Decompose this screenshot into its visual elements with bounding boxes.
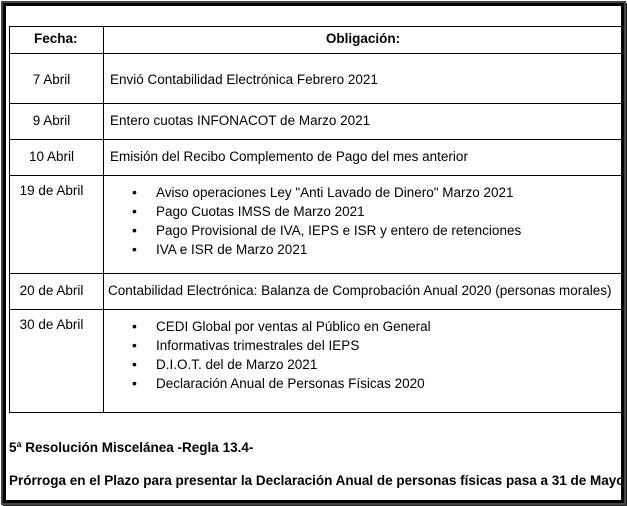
row-date: 7 Abril	[10, 54, 104, 104]
row-date: 19 de Abril	[10, 176, 104, 274]
obligations-table	[9, 26, 623, 413]
table-row	[10, 104, 623, 140]
rule-note: 5ª Resolución Miscelánea -Regla 13.4-	[9, 440, 254, 455]
table-row	[10, 54, 623, 104]
list-item: • D.I.O.T. del de Marzo 2021	[156, 355, 622, 374]
table-row	[10, 176, 623, 274]
row-obligation: Entero cuotas INFONACOT de Marzo 2021	[104, 104, 623, 140]
row-obligation-list	[104, 310, 623, 413]
list-item: • IVA e ISR de Marzo 2021	[156, 240, 622, 259]
table-row	[10, 310, 623, 413]
row-obligation-list	[104, 176, 623, 274]
list-item: • Declaración Anual de Personas Físicas 2020	[156, 374, 622, 393]
table-row	[10, 274, 623, 310]
row-obligation: Envió Contabilidad Electrónica Febrero 2021	[104, 54, 623, 104]
bullet-list	[104, 317, 622, 393]
bullet-list	[104, 183, 622, 259]
document-frame	[3, 3, 624, 503]
row-date: 30 de Abril	[10, 310, 104, 413]
extension-note: Prórroga en el Plazo para presentar la Declaración Anual de personas físicas pasa a 31 de Mayo	[9, 473, 625, 488]
header-obligation: Obligación:	[104, 27, 623, 54]
row-date: 10 Abril	[10, 140, 104, 176]
list-item: • Aviso operaciones Ley "Anti Lavado de Dinero" Marzo 2021	[156, 183, 622, 202]
row-obligation: Contabilidad Electrónica: Balanza de Comprobación Anual 2020 (personas morales)	[104, 274, 623, 310]
row-date: 20 de Abril	[10, 274, 104, 310]
row-obligation: Emisión del Recibo Complemento de Pago del mes anterior	[104, 140, 623, 176]
header-date: Fecha:	[10, 27, 104, 54]
list-item: • Informativas trimestrales del IEPS	[156, 336, 622, 355]
list-item: • Pago Provisional de IVA, IEPS e ISR y entero de retenciones	[156, 221, 622, 240]
row-date: 9 Abril	[10, 104, 104, 140]
list-item: • CEDI Global por ventas al Público en General	[156, 317, 622, 336]
list-item: • Pago Cuotas IMSS de Marzo 2021	[156, 202, 622, 221]
table-row	[10, 140, 623, 176]
table-header-row	[10, 27, 623, 54]
